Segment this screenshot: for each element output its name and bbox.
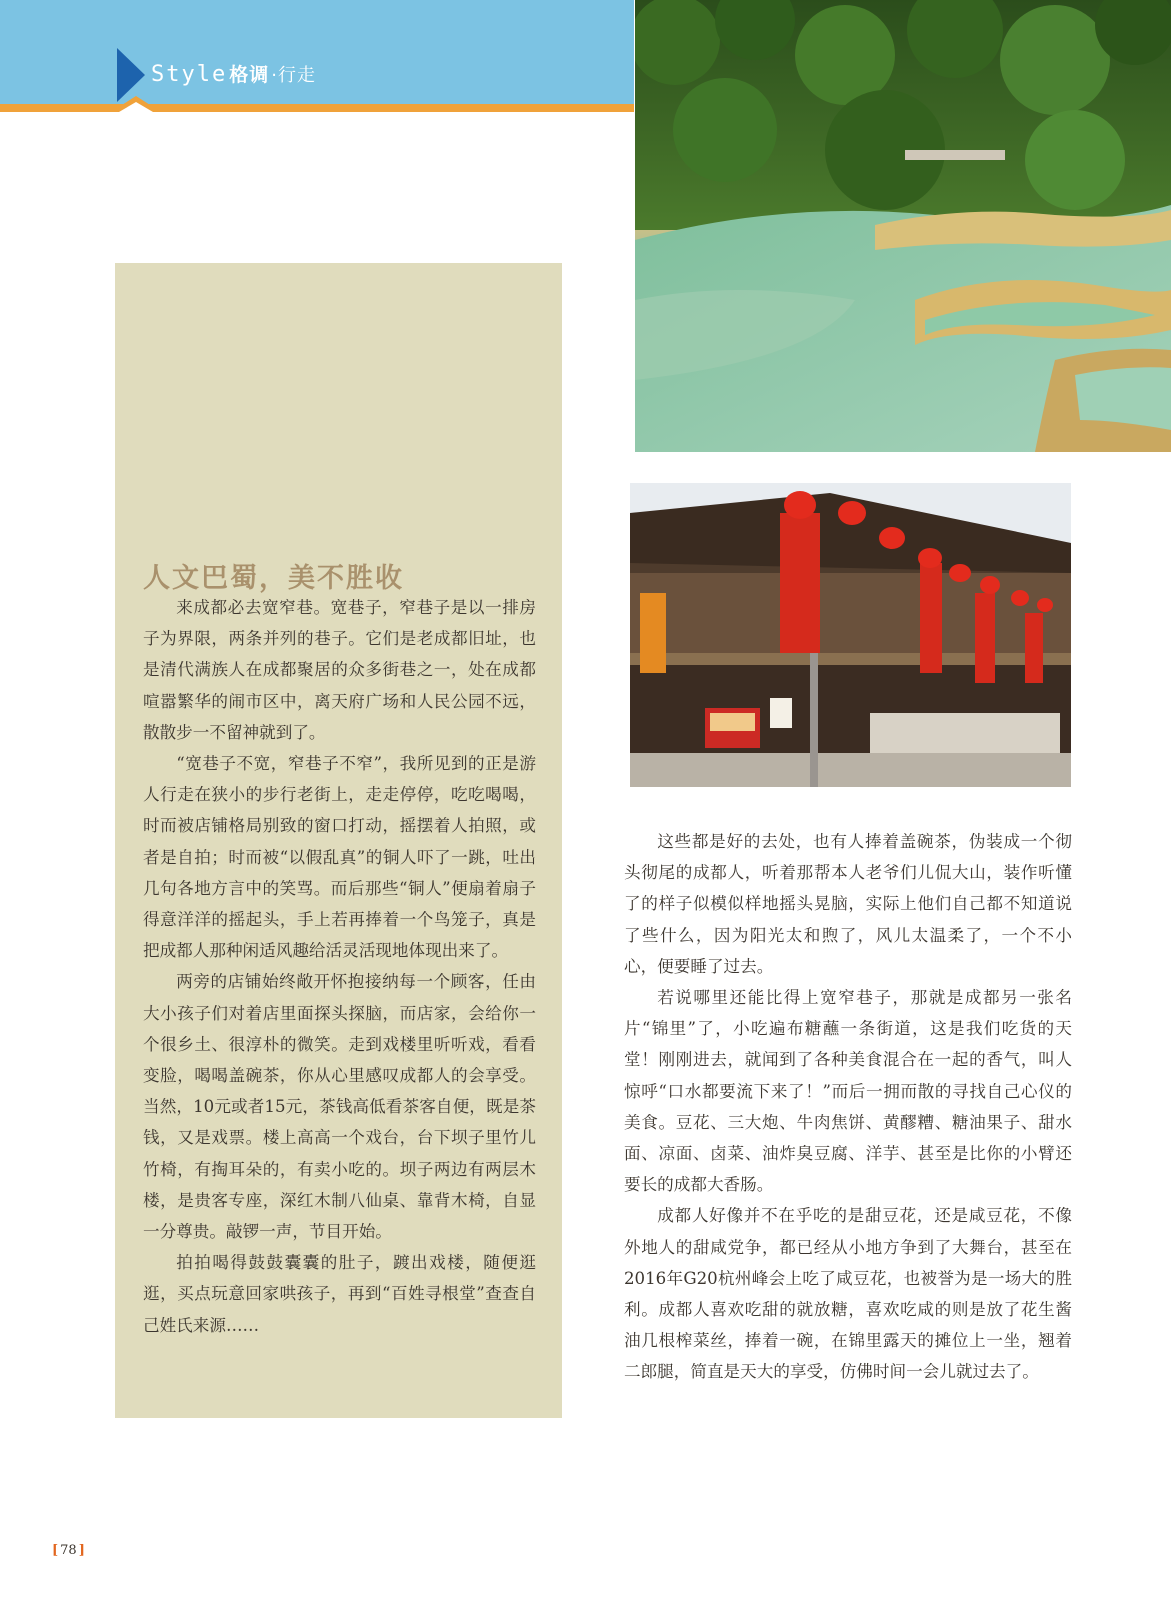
left-column	[143, 592, 536, 1341]
street-photo-art	[630, 483, 1071, 787]
paragraph: 这些都是好的去处，也有人捧着盖碗茶，伪装成一个彻头彻尾的成都人，听着那帮本人老爷们儿侃大山，装作听懂了的样子似模似样地摇头晃脑，实际上他们自己都不知道说了些什么，因为阳光太和煦了，风儿太温柔了，一个不小心，便要睡了过去。	[624, 832, 1072, 976]
paragraph: 成都人好像并不在乎吃的是甜豆花，还是咸豆花，不像外地人的甜咸党争，都已经从小地方争到了大舞台，甚至在2016年G20杭州峰会上吃了咸豆花，也被誉为是一场大的胜利。成都人喜欢吃甜的就放糖，喜欢吃咸的则是放了花生酱油几根榨菜丝，捧着一碗，在锦里露天的摊位上一坐，翘着二郎腿，简直是天大的享受，仿佛时间一会儿就过去了。	[624, 1206, 1072, 1382]
page-number	[52, 1543, 85, 1558]
section-label-sub: ·行走	[271, 65, 316, 86]
article-heading: 人文巴蜀，美不胜收	[143, 563, 404, 594]
page-bracket-right: ]	[78, 1543, 85, 1558]
paragraph: 拍拍喝得鼓鼓囊囊的肚子，踱出戏楼，随便逛逛，买点玩意回家哄孩子，再到“百姓寻根堂”查查自己姓氏来源……	[143, 1253, 536, 1335]
header-stripe	[0, 104, 634, 112]
paragraph: “宽巷子不宽，窄巷子不窄”，我所见到的正是游人行走在狭小的步行老街上，走走停停，吃吃喝喝，时而被店铺格局别致的窗口打动，摇摆着人拍照，或者是自拍；时而被“以假乱真”的铜人吓了一跳，吐出几句各地方言中的笑骂。而后那些“铜人”便扇着扇子得意洋洋的摇起头，手上若再捧着一个鸟笼子，真是把成都人那种闲适风趣给活灵活现地体现出来了。	[143, 754, 536, 961]
header-banner	[0, 0, 634, 104]
paragraph: 来成都必去宽窄巷。宽巷子，窄巷子是以一排房子为界限，两条并列的巷子。它们是老成都旧址，也是清代满族人在成都聚居的众多街巷之一，处在成都喧嚣繁华的闹市区中，离天府广场和人民公园不远，散散步一不留神就到了。	[143, 598, 536, 742]
header-notch-inner	[119, 102, 153, 112]
paragraph: 两旁的店铺始终敞开怀抱接纳每一个顾客，任由大小孩子们对着店里面探头探脑，而店家，会给你一个很乡土、很淳朴的微笑。走到戏楼里听听戏，看看变脸，喝喝盖碗茶，你从心里感叹成都人的会享受。当然，10元或者15元，茶钱高低看茶客自便，既是茶钱，又是戏票。楼上高高一个戏台，台下坝子里竹儿竹椅，有掏耳朵的，有卖小吃的。坝子两边有两层木楼，是贵客专座，深红木制八仙桌、靠背木椅，自显一分尊贵。敲锣一声，节目开始。	[143, 972, 536, 1242]
page-number-value: 78	[60, 1543, 77, 1558]
right-column	[624, 826, 1072, 1388]
page-bracket-left: [	[52, 1543, 59, 1558]
arrow-icon	[117, 48, 145, 102]
section-label-en: Style	[151, 62, 228, 87]
scenery-photo-art	[635, 0, 1171, 452]
section-label	[151, 60, 316, 90]
paragraph: 若说哪里还能比得上宽窄巷子，那就是成都另一张名片“锦里”了，小吃遍布糖蘸一条街道，这是我们吃货的天堂！刚刚进去，就闻到了各种美食混合在一起的香气，叫人惊呼“口水都要流下来了！”而后一拥而散的寻找自己心仪的美食。豆花、三大炮、牛肉焦饼、黄醪糟、糖油果子、甜水面、凉面、卤菜、油炸臭豆腐、洋芋、甚至是比你的小臂还要长的成都大香肠。	[624, 988, 1072, 1195]
scenery-photo	[635, 0, 1171, 452]
street-photo	[630, 483, 1071, 787]
section-label-zh: 格调	[229, 64, 270, 86]
